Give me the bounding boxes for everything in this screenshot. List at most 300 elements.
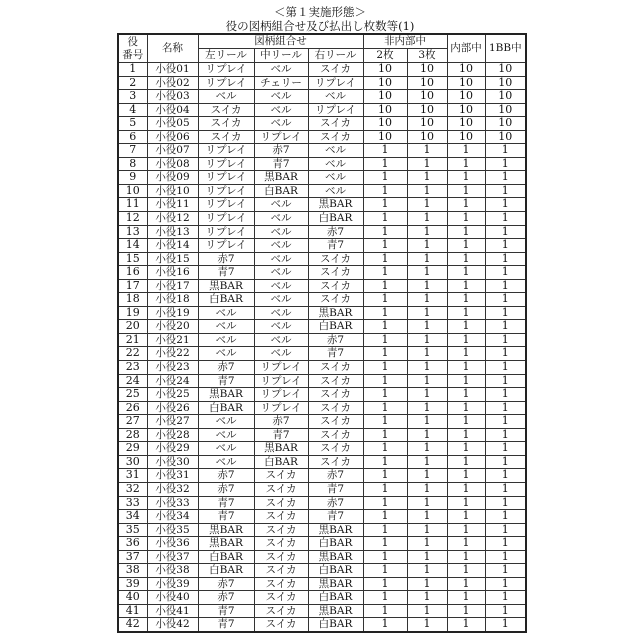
table-row bbox=[118, 428, 526, 442]
cell-name: 小役40 bbox=[147, 591, 198, 605]
cell-payout-bet-3: 1 bbox=[407, 279, 447, 293]
cell-payout-internal: 1 bbox=[447, 266, 485, 280]
cell-role-number: 25 bbox=[118, 388, 147, 402]
cell-payout-bet-3: 1 bbox=[407, 212, 447, 226]
cell-right-reel: リプレイ bbox=[308, 103, 363, 117]
cell-payout-bet-3: 1 bbox=[407, 374, 447, 388]
cell-role-number: 23 bbox=[118, 361, 147, 375]
cell-payout-internal: 1 bbox=[447, 455, 485, 469]
cell-payout-internal: 10 bbox=[447, 76, 485, 90]
cell-payout-1bb: 1 bbox=[485, 184, 526, 198]
cell-payout-bet-2: 10 bbox=[363, 90, 407, 104]
table-row bbox=[118, 496, 526, 510]
cell-payout-internal: 1 bbox=[447, 577, 485, 591]
header-left-reel: 左リール bbox=[198, 49, 254, 63]
table-row bbox=[118, 279, 526, 293]
cell-payout-bet-2: 1 bbox=[363, 455, 407, 469]
cell-payout-bet-3: 1 bbox=[407, 428, 447, 442]
cell-role-number: 4 bbox=[118, 103, 147, 117]
cell-payout-internal: 10 bbox=[447, 63, 485, 77]
cell-payout-bet-3: 10 bbox=[407, 117, 447, 131]
cell-payout-1bb: 1 bbox=[485, 333, 526, 347]
cell-middle-reel: ベル bbox=[254, 103, 308, 117]
cell-left-reel: 赤7 bbox=[198, 591, 254, 605]
cell-left-reel: リプレイ bbox=[198, 144, 254, 158]
cell-payout-internal: 1 bbox=[447, 212, 485, 226]
cell-middle-reel: ベル bbox=[254, 90, 308, 104]
cell-right-reel: スイカ bbox=[308, 374, 363, 388]
cell-name: 小役14 bbox=[147, 239, 198, 253]
cell-right-reel: 白BAR bbox=[308, 618, 363, 632]
cell-payout-1bb: 1 bbox=[485, 252, 526, 266]
cell-payout-1bb: 10 bbox=[485, 117, 526, 131]
cell-role-number: 26 bbox=[118, 401, 147, 415]
cell-payout-bet-3: 1 bbox=[407, 496, 447, 510]
cell-left-reel: スイカ bbox=[198, 117, 254, 131]
cell-right-reel: 黒BAR bbox=[308, 550, 363, 564]
header-role-number-line1: 役 bbox=[128, 36, 139, 48]
cell-middle-reel: ベル bbox=[254, 212, 308, 226]
cell-middle-reel: ベル bbox=[254, 320, 308, 334]
cell-payout-internal: 1 bbox=[447, 157, 485, 171]
cell-payout-internal: 1 bbox=[447, 523, 485, 537]
cell-role-number: 36 bbox=[118, 537, 147, 551]
cell-left-reel: リプレイ bbox=[198, 225, 254, 239]
cell-middle-reel: リプレイ bbox=[254, 361, 308, 375]
cell-payout-1bb: 1 bbox=[485, 401, 526, 415]
cell-payout-internal: 1 bbox=[447, 293, 485, 307]
cell-right-reel: 黒BAR bbox=[308, 306, 363, 320]
cell-payout-1bb: 1 bbox=[485, 604, 526, 618]
cell-left-reel: 黒BAR bbox=[198, 279, 254, 293]
cell-left-reel: 赤7 bbox=[198, 482, 254, 496]
payout-table bbox=[117, 33, 527, 633]
cell-role-number: 35 bbox=[118, 523, 147, 537]
cell-role-number: 38 bbox=[118, 564, 147, 578]
cell-payout-bet-2: 10 bbox=[363, 76, 407, 90]
cell-payout-bet-3: 10 bbox=[407, 76, 447, 90]
cell-payout-bet-3: 10 bbox=[407, 130, 447, 144]
cell-payout-internal: 1 bbox=[447, 604, 485, 618]
cell-middle-reel: ベル bbox=[254, 198, 308, 212]
cell-left-reel: ベル bbox=[198, 333, 254, 347]
cell-left-reel: 青7 bbox=[198, 618, 254, 632]
cell-payout-bet-3: 1 bbox=[407, 401, 447, 415]
cell-payout-1bb: 1 bbox=[485, 577, 526, 591]
cell-middle-reel: 青7 bbox=[254, 157, 308, 171]
cell-name: 小役13 bbox=[147, 225, 198, 239]
cell-payout-1bb: 10 bbox=[485, 130, 526, 144]
cell-payout-internal: 10 bbox=[447, 90, 485, 104]
table-row bbox=[118, 90, 526, 104]
cell-payout-1bb: 1 bbox=[485, 239, 526, 253]
cell-payout-bet-2: 1 bbox=[363, 239, 407, 253]
cell-payout-1bb: 1 bbox=[485, 415, 526, 429]
table-row bbox=[118, 604, 526, 618]
cell-name: 小役17 bbox=[147, 279, 198, 293]
cell-payout-bet-2: 1 bbox=[363, 293, 407, 307]
cell-right-reel: スイカ bbox=[308, 442, 363, 456]
cell-role-number: 2 bbox=[118, 76, 147, 90]
table-row bbox=[118, 347, 526, 361]
cell-payout-internal: 10 bbox=[447, 103, 485, 117]
cell-middle-reel: スイカ bbox=[254, 523, 308, 537]
table-row bbox=[118, 442, 526, 456]
cell-role-number: 42 bbox=[118, 618, 147, 632]
cell-right-reel: スイカ bbox=[308, 117, 363, 131]
cell-payout-bet-3: 1 bbox=[407, 306, 447, 320]
cell-middle-reel: ベル bbox=[254, 293, 308, 307]
cell-name: 小役36 bbox=[147, 537, 198, 551]
cell-role-number: 13 bbox=[118, 225, 147, 239]
cell-right-reel: 赤7 bbox=[308, 469, 363, 483]
cell-middle-reel: 青7 bbox=[254, 428, 308, 442]
cell-name: 小役33 bbox=[147, 496, 198, 510]
cell-left-reel: 赤7 bbox=[198, 252, 254, 266]
cell-payout-bet-2: 1 bbox=[363, 428, 407, 442]
cell-middle-reel: ベル bbox=[254, 63, 308, 77]
cell-middle-reel: 白BAR bbox=[254, 455, 308, 469]
table-row bbox=[118, 455, 526, 469]
cell-role-number: 33 bbox=[118, 496, 147, 510]
cell-payout-1bb: 1 bbox=[485, 591, 526, 605]
cell-name: 小役38 bbox=[147, 564, 198, 578]
cell-right-reel: スイカ bbox=[308, 266, 363, 280]
cell-name: 小役23 bbox=[147, 361, 198, 375]
cell-payout-bet-2: 1 bbox=[363, 510, 407, 524]
cell-payout-bet-3: 1 bbox=[407, 198, 447, 212]
table-row bbox=[118, 374, 526, 388]
cell-payout-bet-3: 1 bbox=[407, 415, 447, 429]
cell-middle-reel: リプレイ bbox=[254, 388, 308, 402]
cell-payout-internal: 1 bbox=[447, 184, 485, 198]
cell-right-reel: ベル bbox=[308, 171, 363, 185]
cell-payout-bet-2: 1 bbox=[363, 388, 407, 402]
cell-payout-internal: 1 bbox=[447, 442, 485, 456]
cell-role-number: 37 bbox=[118, 550, 147, 564]
cell-payout-internal: 1 bbox=[447, 469, 485, 483]
cell-payout-bet-2: 1 bbox=[363, 618, 407, 632]
cell-payout-internal: 1 bbox=[447, 415, 485, 429]
cell-payout-internal: 1 bbox=[447, 347, 485, 361]
cell-left-reel: 黒BAR bbox=[198, 537, 254, 551]
cell-name: 小役16 bbox=[147, 266, 198, 280]
cell-role-number: 9 bbox=[118, 171, 147, 185]
cell-payout-1bb: 1 bbox=[485, 225, 526, 239]
cell-right-reel: スイカ bbox=[308, 428, 363, 442]
cell-role-number: 11 bbox=[118, 198, 147, 212]
cell-name: 小役42 bbox=[147, 618, 198, 632]
cell-payout-bet-2: 1 bbox=[363, 306, 407, 320]
cell-right-reel: 白BAR bbox=[308, 591, 363, 605]
cell-payout-1bb: 10 bbox=[485, 76, 526, 90]
cell-name: 小役22 bbox=[147, 347, 198, 361]
cell-role-number: 39 bbox=[118, 577, 147, 591]
cell-right-reel: ベル bbox=[308, 90, 363, 104]
cell-payout-internal: 1 bbox=[447, 374, 485, 388]
header-right-reel: 右リール bbox=[308, 49, 363, 63]
cell-middle-reel: リプレイ bbox=[254, 130, 308, 144]
cell-role-number: 24 bbox=[118, 374, 147, 388]
cell-left-reel: 黒BAR bbox=[198, 523, 254, 537]
cell-payout-internal: 1 bbox=[447, 239, 485, 253]
cell-right-reel: 青7 bbox=[308, 239, 363, 253]
cell-right-reel: 白BAR bbox=[308, 537, 363, 551]
cell-left-reel: 青7 bbox=[198, 266, 254, 280]
cell-payout-bet-3: 1 bbox=[407, 618, 447, 632]
cell-payout-1bb: 1 bbox=[485, 537, 526, 551]
table-row bbox=[118, 523, 526, 537]
cell-name: 小役26 bbox=[147, 401, 198, 415]
cell-right-reel: スイカ bbox=[308, 388, 363, 402]
table-row bbox=[118, 103, 526, 117]
cell-payout-bet-2: 10 bbox=[363, 63, 407, 77]
cell-name: 小役06 bbox=[147, 130, 198, 144]
cell-payout-bet-2: 1 bbox=[363, 401, 407, 415]
cell-payout-1bb: 1 bbox=[485, 374, 526, 388]
cell-payout-bet-3: 1 bbox=[407, 442, 447, 456]
cell-role-number: 20 bbox=[118, 320, 147, 334]
cell-right-reel: 白BAR bbox=[308, 320, 363, 334]
cell-payout-bet-2: 1 bbox=[363, 482, 407, 496]
cell-payout-1bb: 1 bbox=[485, 212, 526, 226]
cell-role-number: 12 bbox=[118, 212, 147, 226]
cell-payout-internal: 10 bbox=[447, 130, 485, 144]
table-row bbox=[118, 333, 526, 347]
cell-payout-bet-3: 1 bbox=[407, 252, 447, 266]
cell-payout-1bb: 1 bbox=[485, 428, 526, 442]
cell-right-reel: 青7 bbox=[308, 482, 363, 496]
cell-role-number: 1 bbox=[118, 63, 147, 77]
table-row bbox=[118, 361, 526, 375]
table-row bbox=[118, 198, 526, 212]
cell-payout-internal: 1 bbox=[447, 550, 485, 564]
cell-payout-1bb: 1 bbox=[485, 320, 526, 334]
cell-left-reel: ベル bbox=[198, 415, 254, 429]
cell-role-number: 16 bbox=[118, 266, 147, 280]
cell-middle-reel: ベル bbox=[254, 279, 308, 293]
cell-payout-internal: 1 bbox=[447, 144, 485, 158]
cell-payout-bet-3: 1 bbox=[407, 225, 447, 239]
table-body bbox=[118, 63, 526, 632]
header-role-number bbox=[118, 34, 147, 63]
cell-right-reel: 赤7 bbox=[308, 333, 363, 347]
cell-payout-bet-3: 1 bbox=[407, 157, 447, 171]
cell-payout-bet-2: 1 bbox=[363, 496, 407, 510]
cell-right-reel: ベル bbox=[308, 184, 363, 198]
cell-left-reel: リプレイ bbox=[198, 198, 254, 212]
cell-payout-bet-3: 1 bbox=[407, 144, 447, 158]
cell-role-number: 19 bbox=[118, 306, 147, 320]
cell-name: 小役25 bbox=[147, 388, 198, 402]
cell-right-reel: 白BAR bbox=[308, 564, 363, 578]
cell-role-number: 18 bbox=[118, 293, 147, 307]
cell-left-reel: 赤7 bbox=[198, 361, 254, 375]
cell-name: 小役31 bbox=[147, 469, 198, 483]
cell-right-reel: スイカ bbox=[308, 293, 363, 307]
cell-middle-reel: ベル bbox=[254, 117, 308, 131]
cell-name: 小役20 bbox=[147, 320, 198, 334]
cell-payout-bet-3: 1 bbox=[407, 455, 447, 469]
cell-left-reel: リプレイ bbox=[198, 171, 254, 185]
cell-name: 小役04 bbox=[147, 103, 198, 117]
header-middle-reel: 中リール bbox=[254, 49, 308, 63]
header-internal: 内部中 bbox=[447, 34, 485, 63]
cell-role-number: 40 bbox=[118, 591, 147, 605]
cell-payout-bet-2: 1 bbox=[363, 171, 407, 185]
cell-payout-bet-2: 1 bbox=[363, 266, 407, 280]
cell-middle-reel: 赤7 bbox=[254, 144, 308, 158]
cell-middle-reel: スイカ bbox=[254, 618, 308, 632]
cell-payout-bet-2: 10 bbox=[363, 130, 407, 144]
cell-payout-internal: 10 bbox=[447, 117, 485, 131]
cell-payout-bet-3: 1 bbox=[407, 564, 447, 578]
cell-right-reel: 赤7 bbox=[308, 225, 363, 239]
cell-role-number: 8 bbox=[118, 157, 147, 171]
cell-right-reel: 黒BAR bbox=[308, 577, 363, 591]
table-row bbox=[118, 401, 526, 415]
cell-role-number: 29 bbox=[118, 442, 147, 456]
table-row bbox=[118, 225, 526, 239]
table-caption: 役の図柄組合せ及び払出し枚数等(1) bbox=[0, 19, 640, 33]
cell-left-reel: リプレイ bbox=[198, 157, 254, 171]
cell-middle-reel: ベル bbox=[254, 266, 308, 280]
cell-role-number: 30 bbox=[118, 455, 147, 469]
cell-left-reel: リプレイ bbox=[198, 212, 254, 226]
table-row bbox=[118, 415, 526, 429]
cell-payout-bet-2: 1 bbox=[363, 333, 407, 347]
table-row bbox=[118, 388, 526, 402]
table-row bbox=[118, 306, 526, 320]
cell-payout-internal: 1 bbox=[447, 496, 485, 510]
cell-payout-internal: 1 bbox=[447, 564, 485, 578]
cell-name: 小役11 bbox=[147, 198, 198, 212]
cell-payout-bet-2: 1 bbox=[363, 144, 407, 158]
cell-right-reel: スイカ bbox=[308, 252, 363, 266]
cell-payout-internal: 1 bbox=[447, 428, 485, 442]
table-row bbox=[118, 293, 526, 307]
cell-payout-bet-2: 1 bbox=[363, 442, 407, 456]
cell-role-number: 14 bbox=[118, 239, 147, 253]
cell-payout-bet-2: 10 bbox=[363, 103, 407, 117]
cell-middle-reel: 黒BAR bbox=[254, 442, 308, 456]
cell-payout-1bb: 1 bbox=[485, 306, 526, 320]
header-symbol-combination: 図柄組合せ bbox=[198, 34, 363, 49]
cell-payout-1bb: 1 bbox=[485, 618, 526, 632]
cell-payout-internal: 1 bbox=[447, 401, 485, 415]
cell-payout-1bb: 1 bbox=[485, 347, 526, 361]
cell-payout-1bb: 10 bbox=[485, 90, 526, 104]
header-name: 名称 bbox=[147, 34, 198, 63]
cell-name: 小役02 bbox=[147, 76, 198, 90]
cell-middle-reel: ベル bbox=[254, 252, 308, 266]
cell-payout-bet-3: 1 bbox=[407, 293, 447, 307]
cell-right-reel: スイカ bbox=[308, 279, 363, 293]
cell-right-reel: スイカ bbox=[308, 130, 363, 144]
cell-payout-bet-3: 10 bbox=[407, 90, 447, 104]
cell-middle-reel: スイカ bbox=[254, 550, 308, 564]
cell-payout-internal: 1 bbox=[447, 388, 485, 402]
table-row bbox=[118, 537, 526, 551]
cell-payout-bet-2: 1 bbox=[363, 198, 407, 212]
cell-payout-bet-3: 1 bbox=[407, 577, 447, 591]
cell-payout-bet-2: 1 bbox=[363, 415, 407, 429]
cell-middle-reel: スイカ bbox=[254, 496, 308, 510]
cell-payout-1bb: 1 bbox=[485, 144, 526, 158]
cell-right-reel: リプレイ bbox=[308, 76, 363, 90]
cell-name: 小役28 bbox=[147, 428, 198, 442]
cell-payout-internal: 1 bbox=[447, 618, 485, 632]
cell-payout-bet-3: 1 bbox=[407, 184, 447, 198]
cell-middle-reel: スイカ bbox=[254, 604, 308, 618]
cell-payout-bet-2: 1 bbox=[363, 184, 407, 198]
cell-left-reel: 赤7 bbox=[198, 469, 254, 483]
cell-name: 小役34 bbox=[147, 510, 198, 524]
header-role-number-line2: 番号 bbox=[122, 49, 143, 61]
cell-left-reel: ベル bbox=[198, 428, 254, 442]
cell-payout-internal: 1 bbox=[447, 279, 485, 293]
table-row bbox=[118, 510, 526, 524]
document-title: ＜第１実施形態＞ bbox=[0, 5, 640, 19]
cell-payout-bet-3: 1 bbox=[407, 469, 447, 483]
cell-payout-1bb: 1 bbox=[485, 266, 526, 280]
table-row bbox=[118, 577, 526, 591]
cell-right-reel: ベル bbox=[308, 144, 363, 158]
cell-right-reel: スイカ bbox=[308, 361, 363, 375]
cell-name: 小役41 bbox=[147, 604, 198, 618]
cell-middle-reel: リプレイ bbox=[254, 401, 308, 415]
cell-name: 小役27 bbox=[147, 415, 198, 429]
cell-name: 小役15 bbox=[147, 252, 198, 266]
table-row bbox=[118, 239, 526, 253]
cell-role-number: 32 bbox=[118, 482, 147, 496]
cell-role-number: 27 bbox=[118, 415, 147, 429]
cell-left-reel: 白BAR bbox=[198, 293, 254, 307]
cell-right-reel: スイカ bbox=[308, 401, 363, 415]
cell-name: 小役12 bbox=[147, 212, 198, 226]
cell-name: 小役24 bbox=[147, 374, 198, 388]
cell-payout-bet-3: 1 bbox=[407, 171, 447, 185]
cell-payout-bet-2: 1 bbox=[363, 374, 407, 388]
cell-left-reel: 青7 bbox=[198, 510, 254, 524]
cell-middle-reel: スイカ bbox=[254, 577, 308, 591]
cell-payout-bet-3: 1 bbox=[407, 537, 447, 551]
cell-left-reel: ベル bbox=[198, 347, 254, 361]
cell-name: 小役30 bbox=[147, 455, 198, 469]
cell-payout-bet-2: 1 bbox=[363, 279, 407, 293]
cell-middle-reel: ベル bbox=[254, 347, 308, 361]
cell-right-reel: 黒BAR bbox=[308, 523, 363, 537]
cell-payout-1bb: 1 bbox=[485, 469, 526, 483]
cell-middle-reel: スイカ bbox=[254, 469, 308, 483]
cell-payout-bet-3: 1 bbox=[407, 510, 447, 524]
cell-payout-1bb: 1 bbox=[485, 157, 526, 171]
table-row bbox=[118, 550, 526, 564]
cell-payout-bet-3: 1 bbox=[407, 239, 447, 253]
cell-payout-bet-2: 1 bbox=[363, 564, 407, 578]
cell-payout-bet-2: 1 bbox=[363, 225, 407, 239]
cell-role-number: 17 bbox=[118, 279, 147, 293]
cell-payout-bet-3: 1 bbox=[407, 523, 447, 537]
cell-payout-internal: 1 bbox=[447, 482, 485, 496]
cell-middle-reel: スイカ bbox=[254, 510, 308, 524]
cell-payout-internal: 1 bbox=[447, 306, 485, 320]
header-bet-2: 2枚 bbox=[363, 49, 407, 63]
cell-payout-bet-2: 1 bbox=[363, 537, 407, 551]
cell-payout-1bb: 1 bbox=[485, 171, 526, 185]
cell-left-reel: リプレイ bbox=[198, 76, 254, 90]
cell-middle-reel: ベル bbox=[254, 333, 308, 347]
